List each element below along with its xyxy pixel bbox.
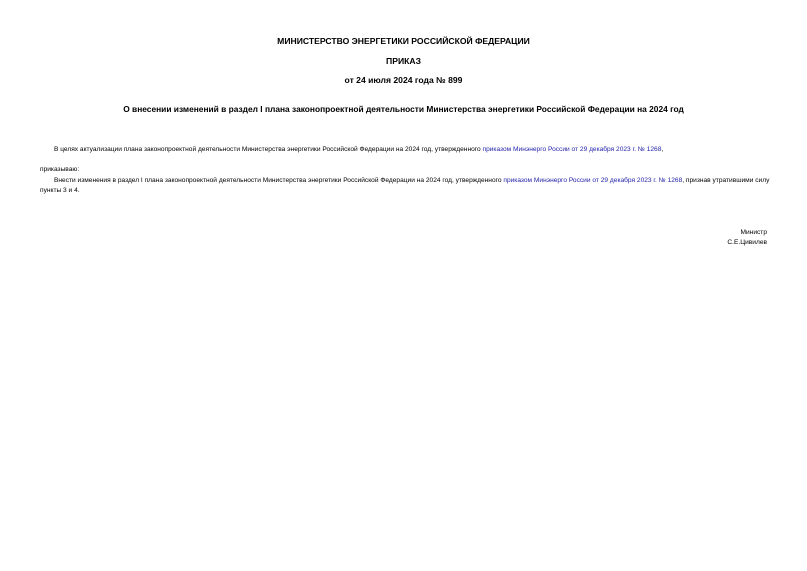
signature-role: Министр	[740, 229, 767, 236]
intro-order-link[interactable]: приказом Минэнерго России от 29 декабря 2023 г. № 1268	[482, 146, 662, 153]
orders-label: приказываю:	[40, 166, 80, 173]
document-type: ПРИКАЗ	[386, 56, 421, 66]
intro-end-text: ,	[661, 146, 664, 153]
main-order-link[interactable]: приказом Минэнерго России от 29 декабря 2023 г. № 1268	[503, 177, 683, 184]
intro-text: В целях актуализации плана законопроектной деятельности Министерства энергетики Российской Федерации на 2024 год, утвержденного	[54, 146, 483, 153]
main-text: Внести изменения в раздел I плана законопроектной деятельности Министерства энергетики Российской Федерации на 2024 год, утвержденного	[54, 177, 504, 184]
document-date-number: от 24 июля 2024 года № 899	[344, 75, 463, 85]
intro-paragraph	[54, 145, 663, 155]
signature-name: С.Е.Цивилев	[727, 239, 767, 246]
main-paragraph	[40, 176, 770, 196]
main-end-text: , признав утратившими силу пункты 3 и 4.	[40, 177, 770, 194]
ministry-name: МИНИСТЕРСТВО ЭНЕРГЕТИКИ РОССИЙСКОЙ ФЕДЕРАЦИИ	[277, 36, 530, 46]
document-title: О внесении изменений в раздел I плана законопроектной деятельности Министерства энергетики Российской Федерации на 2024 год	[123, 104, 684, 114]
